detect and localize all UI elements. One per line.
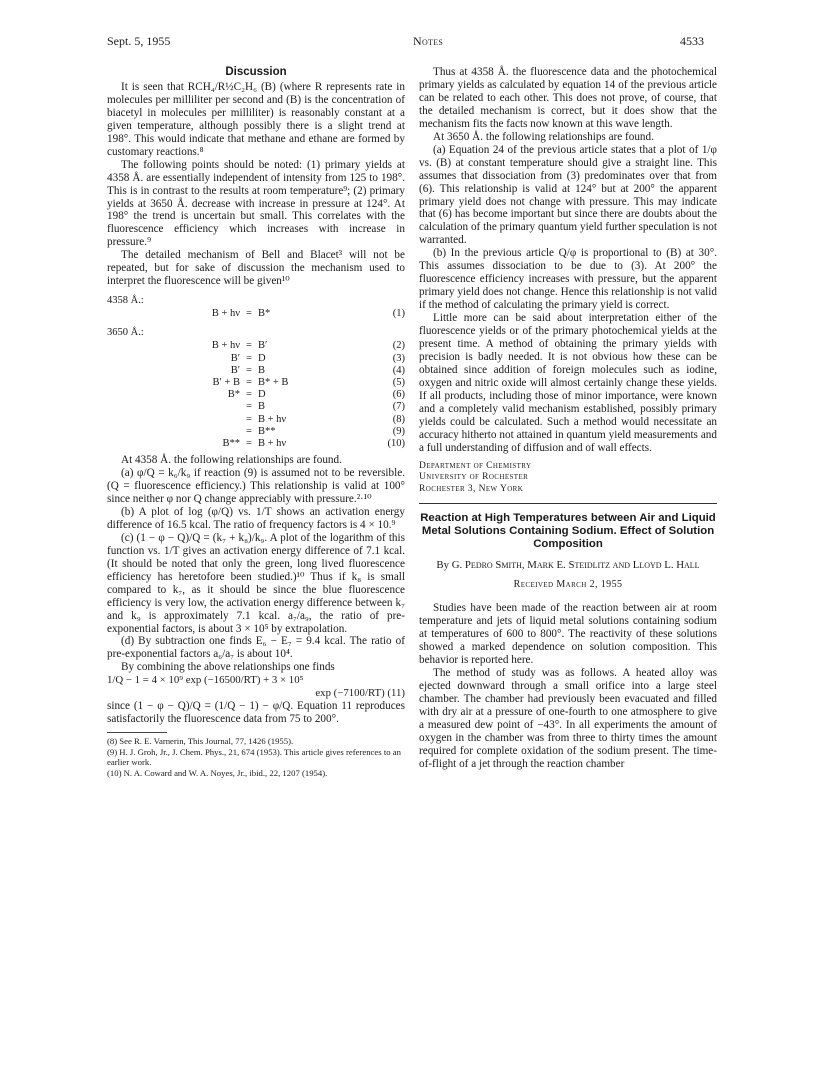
reaction-number: (3) (392, 352, 405, 364)
reaction-list-4358 (107, 308, 405, 320)
paragraph: Little more can be said about interpretation either of the fluorescence yields or of the primary photochemical yields at the present time. A method of obtaining the primary yields with precision is badly needed. It is not obvious how these can be obtained since addition of foreign molecules such as iodine, oxygen and nitric oxide will almost certainly change these yields. If all products, including those of minor importance, were known and a completely valid mechanism established, possibly primary yields could be calculated. Such a method would necessitate an accuracy hitherto not attained in quantum yield measurements and a full understanding of diffusion and of wall effects. (419, 312, 717, 454)
left-column (107, 66, 405, 779)
reaction-equals: = (246, 389, 252, 401)
reaction-number: (10) (387, 437, 405, 449)
reaction-products: B (258, 364, 266, 376)
received-date: Received March 2, 1955 (513, 579, 623, 591)
reaction-equals: = (246, 308, 252, 320)
discussion-heading: Discussion (225, 66, 287, 78)
equation-line: exp (−7100/RT) (11) (315, 687, 405, 700)
reaction-row (107, 308, 405, 320)
reaction-reactants: B′ + B (212, 376, 240, 388)
reaction-list-3650 (107, 340, 405, 450)
reaction-row (107, 426, 405, 438)
reaction-number: (1) (392, 308, 405, 320)
paragraph: (a) φ/Q = k₆/k₉ if reaction (9) is assumed not to be reversible. (Q = fluorescence efficiency.) This relationship is valid at 100° since neither φ nor Q change appreciably with pressure.²·¹⁰ (107, 467, 405, 505)
reaction-row (107, 377, 405, 389)
header-date: Sept. 5, 1955 (107, 34, 171, 48)
reaction-row (107, 438, 405, 450)
wavelength-label-4358: 4358 Å.: (107, 295, 144, 307)
reaction-equals: = (246, 401, 252, 413)
article-authors (419, 559, 717, 572)
right-column (419, 66, 717, 771)
paragraph: (a) Equation 24 of the previous article states that a plot of 1/φ vs. (B) at constant temperature should give a straight line. This assumes that dissociation from (3) predominates over that from (6). This relationship is valid at 124° but at 200° the apparent primary yield does not change with pressure. This may indicate that (6) has become important but since there are doubts about the calculation of the primary quantum yield further speculation is not warranted. (419, 143, 717, 247)
reaction-products: B** (258, 425, 276, 437)
reaction-number: (9) (392, 425, 405, 437)
article-title: Reaction at High Temperatures between Air and Liquid Metal Solutions Containing Sodium. Effect of Solution Composition (420, 512, 716, 551)
reaction-products: B + hν (258, 437, 287, 449)
paragraph: By combining the above relationships one finds (121, 661, 335, 674)
reaction-equals: = (246, 364, 252, 376)
reaction-equals: = (246, 437, 252, 449)
paragraph: (c) (1 − φ − Q)/Q = (k₇ + k₈)/k₉. A plot of the logarithm of this function vs. 1/T gives an activation energy difference of 7.1 kcal. (It should be noted that only the green, long lived fluorescence efficiency has heretofore been studied.)¹⁰ Thus if k₈ is small compared to k₇, as it should be since the blue fluorescence efficiency is very low, the activation energy difference between k₇ and k₉ is approximately 7.1 kcal. a₇/a₉, the ratio of pre-exponential factors, is about 3 × 10⁵ by extrapolation. (107, 531, 405, 635)
article-divider (419, 503, 717, 504)
paragraph: since (1 − φ − Q)/Q = (1/Q − 1) − φ/Q. Equation 11 reproduces satisfactorily the fluorescence data from 75 to 200°. (107, 699, 405, 725)
paragraph: The method of study was as follows. A heated alloy was ejected downward through a small orifice into a large steel chamber. The chamber had previously been evacuated and filled with dry air at a pressure of one-fourth to one atmosphere to give a measured dew point of −43°. In all experiments the amount of oxygen in the chamber was from three to thirty times the amount required for complete oxidation of the sodium present. The time-of-flight of a jet through the reaction chamber (419, 667, 717, 770)
reaction-reactants: B′ (230, 352, 240, 364)
authors-names: G. Pedro Smith, Mark E. Steidlitz and Lloyd L. Hall (451, 559, 700, 572)
reaction-products: B + hν (258, 413, 287, 425)
wavelength-label-3650: 3650 Å.: (107, 327, 144, 339)
paragraph: Studies have been made of the reaction between air at room temperature and jets of liquid metal solutions containing sodium at temperatures of 600 to 800°. The reactivity of these solutions showed a marked dependence on solution composition. This behavior is reported here. (419, 602, 717, 667)
reaction-row (107, 389, 405, 401)
reaction-number: (7) (392, 401, 405, 413)
reaction-reactants: B′ (230, 364, 240, 376)
reaction-reactants: B* (227, 389, 240, 401)
reaction-reactants (107, 426, 240, 438)
paragraph: (b) In the previous article Q/φ is proportional to (B) at 30°. This assumes dissociation to be due to (3). At 200° the fluorescence efficiency increases with pressure, but the apparent primary yield does not change. Hence this relationship is not valid if the method of calculating the primary yield is correct. (419, 247, 717, 312)
equation-line: 1/Q − 1 = 4 × 10⁹ exp (−16500/RT) + 3 × 10⁵ (107, 674, 304, 687)
reaction-products: B′ (258, 340, 268, 352)
reaction-row (107, 340, 405, 352)
affiliation-line: Department of Chemistry (419, 460, 532, 471)
reaction-number: (6) (392, 389, 405, 401)
paragraph: The following points should be noted: (1) primary yields at 4358 Å. are essentially independent of intensity from 125 to 198°. This is in contrast to the results at room temperature⁹; (2) primary yields at 3650 Å. decrease with increase in pressure at 124°. At 198° the trend is uncertain but small. This correlates with the fluorescence efficiency which increases with increase in pressure.⁹ (107, 158, 405, 249)
reaction-row (107, 365, 405, 377)
reaction-row (107, 414, 405, 426)
reaction-equals: = (246, 413, 252, 425)
header-page-number: 4533 (680, 34, 704, 48)
reaction-products: B* + B (258, 376, 289, 388)
reaction-number: (5) (392, 376, 405, 388)
reaction-reactants: B + hν (211, 340, 240, 352)
department-affiliation (419, 461, 717, 496)
header-section: Notes (413, 34, 444, 48)
paragraph: (b) A plot of log (φ/Q) vs. 1/T shows an activation energy difference of 16.5 kcal. The ratio of frequency factors is 4 × 10.⁹ (107, 505, 405, 531)
reaction-reactants: B** (222, 437, 240, 449)
paragraph: The detailed mechanism of Bell and Blacet³ will not be repeated, but for sake of discussion the mechanism used to interpret the fluorescence will be given¹⁰ (107, 249, 405, 288)
reaction-equals: = (246, 352, 252, 364)
reaction-products: D (258, 352, 266, 364)
reaction-reactants (107, 414, 240, 426)
footnote-rule (107, 732, 167, 733)
reaction-equals: = (246, 425, 252, 437)
reaction-equals: = (246, 376, 252, 388)
footnote: (9) H. J. Groh, Jr., J. Chem. Phys., 21, 674 (1953). This article gives references to an earlier work. (107, 746, 401, 768)
reaction-products: B (258, 401, 266, 413)
affiliation-line: University of Rochester (419, 472, 529, 483)
authors-by: By (436, 559, 450, 572)
reaction-products: D (258, 389, 266, 401)
paragraph: (d) By subtraction one finds E₆ − E₇ = 9.4 kcal. The ratio of pre-exponential factors a₆/a₇ is about 10⁴. (107, 635, 405, 661)
reaction-equals: = (246, 340, 252, 352)
reaction-reactants: B + hν (211, 308, 240, 320)
reaction-number: (2) (392, 340, 405, 352)
reaction-reactants (107, 401, 240, 413)
reaction-row (107, 401, 405, 413)
footnote: (10) N. A. Coward and W. A. Noyes, Jr., ibid., 22, 1207 (1954). (107, 768, 328, 779)
paragraph: It is seen that RCH₄/R½C₂H₆ (B) (where R represents rate in molecules per milliliter per second and (B) is the concentration of biacetyl in molecules per milliliter) is reasonably constant at a given temperature, although possibly there is a slight trend at 198°. This would indicate that methane and ethane are formed by customary reactions.⁸ (107, 80, 405, 158)
reaction-products: B* (258, 308, 271, 320)
affiliation-line: Rochester 3, New York (419, 483, 524, 494)
paragraph: Thus at 4358 Å. the fluorescence data and the photochemical primary yields as calculated by equation 14 of the previous article can be related to each other. This does not prove, of course, that the detailed mechanism is correct, but it does show that the mechanism fits the facts now known at this wave length. (419, 66, 717, 130)
equation-11 (107, 674, 405, 700)
reaction-number: (8) (392, 413, 405, 425)
footnote: (8) See R. E. Varnerin, This Journal, 77, 1426 (1955). (107, 735, 294, 746)
paragraph: At 3650 Å. the following relationships are found. (433, 130, 654, 143)
paragraph: At 4358 Å. the following relationships are found. (121, 454, 342, 467)
reaction-number: (4) (392, 364, 405, 376)
reaction-row (107, 353, 405, 365)
